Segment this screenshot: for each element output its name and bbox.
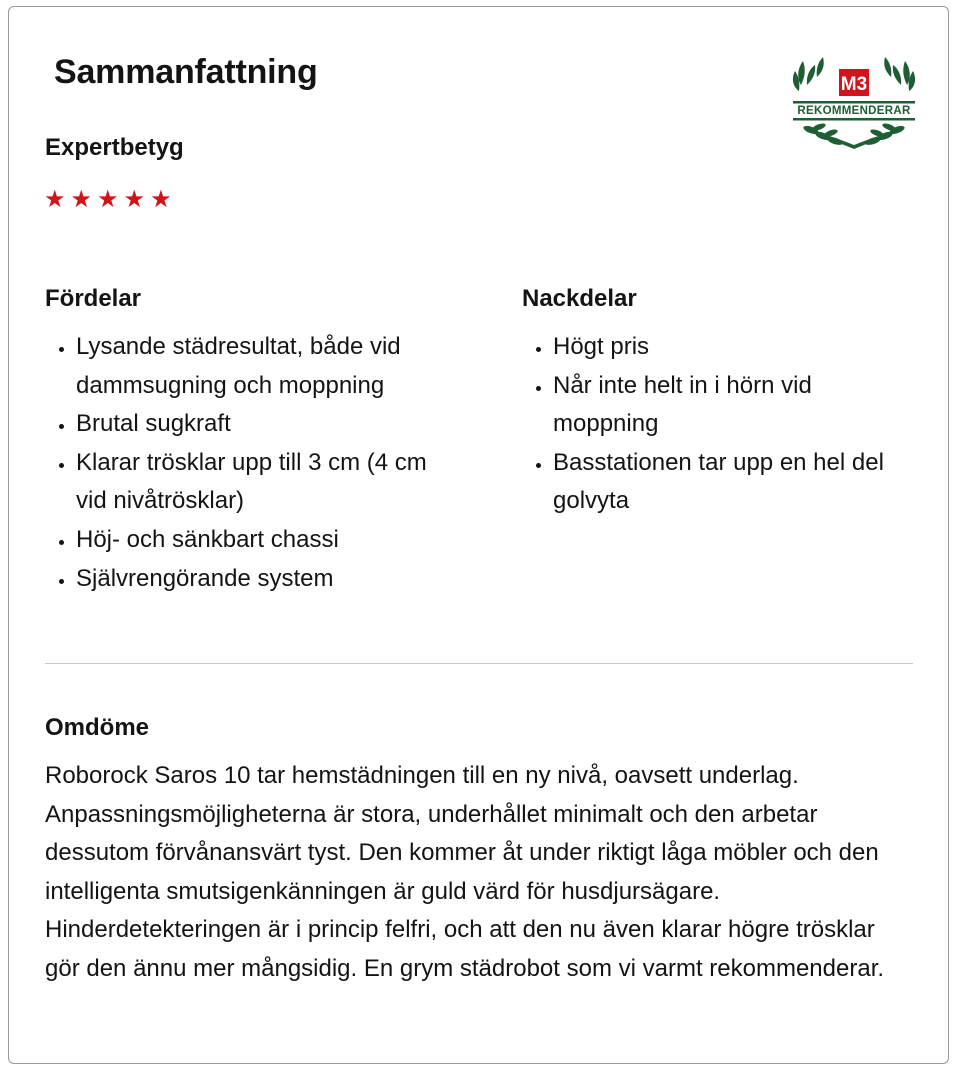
rating-label: Expertbetyg <box>45 134 184 161</box>
pros-section <box>45 280 445 598</box>
star-icon: ★ <box>150 186 172 213</box>
m3-recommends-badge <box>789 53 919 153</box>
page-title: Sammanfattning <box>54 53 318 91</box>
list-item: • Högt pris <box>553 328 917 367</box>
badge-brand: M3 <box>840 74 868 95</box>
laurel-icon <box>789 53 919 153</box>
pros-list <box>45 328 445 598</box>
star-icon: ★ <box>70 186 93 213</box>
cons-section <box>522 280 917 521</box>
pros-heading: Fördelar <box>45 285 142 312</box>
list-item: • Brutal sugkraft <box>76 405 445 444</box>
verdict-heading: Omdöme <box>45 714 150 741</box>
cons-list <box>522 328 917 521</box>
star-icon: ★ <box>97 186 119 213</box>
verdict-text: Roborock Saros 10 tar hemstädningen till en ny nivå, oavsett underlag. Anpassningsmöjligheterna är stora, underhållet minimalt och den arbetar dessutom förvånansvärt tyst. Den kommer åt under riktigt låga möbler och den intelligenta smutsigenkänningen är guld värd för husdjursägare. Hinderdetekteringen är i princip felfri, och att den nu även klarar högre trösklar gör den ännu mer mångsidig. En grym städrobot som vi varmt rekommenderar. <box>45 762 885 982</box>
divider <box>45 663 913 664</box>
list-item: • Höj- och sänkbart chassi <box>76 521 445 560</box>
list-item: • Basstationen tar upp en hel del golvyta <box>553 444 917 521</box>
badge-text: REKOMMENDERAR <box>797 105 911 117</box>
star-icon: ★ <box>123 186 146 213</box>
star-rating <box>44 185 172 215</box>
list-item: • Lysande städresultat, både vid dammsugning och moppning <box>76 328 445 405</box>
list-item: • Klarar trösklar upp till 3 cm (4 cm vid nivåtrösklar) <box>76 444 445 521</box>
list-item: • Självrengörande system <box>76 560 445 599</box>
cons-heading: Nackdelar <box>522 285 637 312</box>
star-icon: ★ <box>44 186 66 213</box>
list-item: • Når inte helt in i hörn vid moppning <box>553 367 917 444</box>
